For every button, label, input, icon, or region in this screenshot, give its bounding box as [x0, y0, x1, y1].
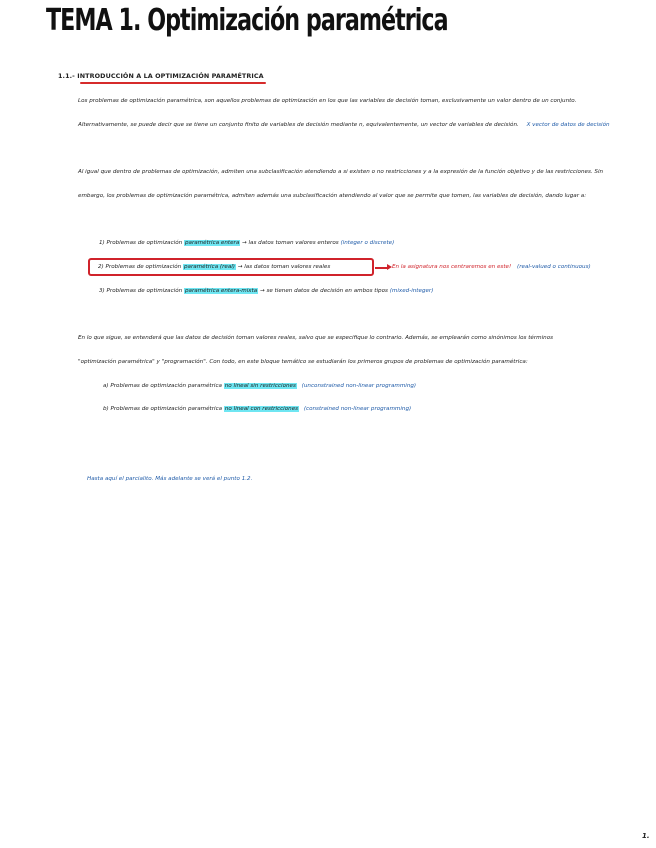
- type-item-prefix: 3) Problemas de optimización: [99, 288, 183, 294]
- type-item-rest: → las datos toman valores reales: [237, 264, 331, 270]
- intro-line-2: [78, 122, 610, 129]
- type-item-note: (mixed-integer): [389, 288, 434, 294]
- type-item-rest: → se tienen datos de decisión en ambos tipos: [259, 288, 388, 294]
- type-item-prefix: 2) Problemas de optimización: [98, 264, 182, 270]
- para3-line-1: En lo que sigue, se entenderá que las datos de decisión toman valores reales, salvo que se especifique lo contrario. Además, se emplearán como sinónimos los términos: [78, 335, 554, 341]
- footer-note: Hasta aquí el parcialito. Más adelante se verá el punto 1.2.: [87, 476, 253, 482]
- group-item-prefix: a) Problemas de optimización paramétrica: [103, 383, 222, 389]
- type-item-highlight: paramétrica entera-mixta: [184, 288, 258, 294]
- type-item-note: (integer o discrete): [340, 240, 395, 246]
- group-item-prefix: b) Problemas de optimización paramétrica: [103, 406, 223, 412]
- group-item-b: [103, 406, 411, 412]
- intro-line-1: Los problemas de optimización paramétrica, son aquellos problemas de optimización en los que las variables de decisión toman, exclusivamente un valor dentro de un conjunto.: [78, 98, 577, 104]
- type-item-highlight: paramétrica (real): [183, 264, 235, 270]
- type-item-rest: → las datos toman valores enteros: [242, 240, 339, 246]
- type-item-prefix: 1) Problemas de optimización: [99, 240, 183, 246]
- type-item-highlight: paramétrica entera: [184, 240, 240, 246]
- type-item-note: (real-valued o continuous): [517, 264, 591, 270]
- group-item-highlight: no lineal con restricciones: [224, 406, 299, 412]
- type-item-2-notes: [392, 264, 591, 270]
- page-number: 1.: [642, 832, 650, 840]
- section-heading-text: 1.1.- INTRODUCCIÓN A LA OPTIMIZACIÓN PARAMÉTRICA: [58, 72, 264, 80]
- section-underline: [80, 82, 266, 84]
- type-item-note-red: En la asignatura nos centraremos en este!: [392, 264, 512, 270]
- type-item-2: [98, 264, 330, 270]
- group-item-note: (unconstrained non-linear programming): [301, 383, 417, 389]
- type-item-3: [99, 288, 433, 294]
- section-heading: [58, 72, 264, 80]
- para2-line-1: Al igual que dentro de problemas de optimización, admiten una subclasificación atendiendo a si existen o no restricciones y a la expresión de la función objetivo y de las restricciones. Sin: [78, 169, 604, 175]
- intro-line-2-text: Alternativamente, se puede decir que se tiene un conjunto finito de variables de decisión mediante n, equivalentemente, un vector de variables de decisión.: [78, 122, 519, 128]
- para2-line-2: embargo, los problemas de optimización paramétrica, admiten además una subclasificación atendiendo al valor que se permite que tomen, las variables de decisión, dando lugar a:: [78, 193, 587, 199]
- arrow-icon: [375, 267, 389, 269]
- group-item-a: [103, 383, 416, 389]
- intro-line-2-note: X vector de datos de decisión: [526, 122, 610, 128]
- page-title: TEMA 1. Optimización paramétrica: [46, 3, 448, 38]
- type-item-1: [99, 240, 394, 246]
- group-item-note: (constrained non-linear programming): [303, 406, 412, 412]
- group-item-highlight: no lineal sin restricciones: [224, 383, 296, 389]
- para3-line-2: "optimización paramétrica" y "programación". Con todo, en este bloque temático se estudiarán los primeros grupos de problemas de optimización paramétrica:: [78, 359, 528, 365]
